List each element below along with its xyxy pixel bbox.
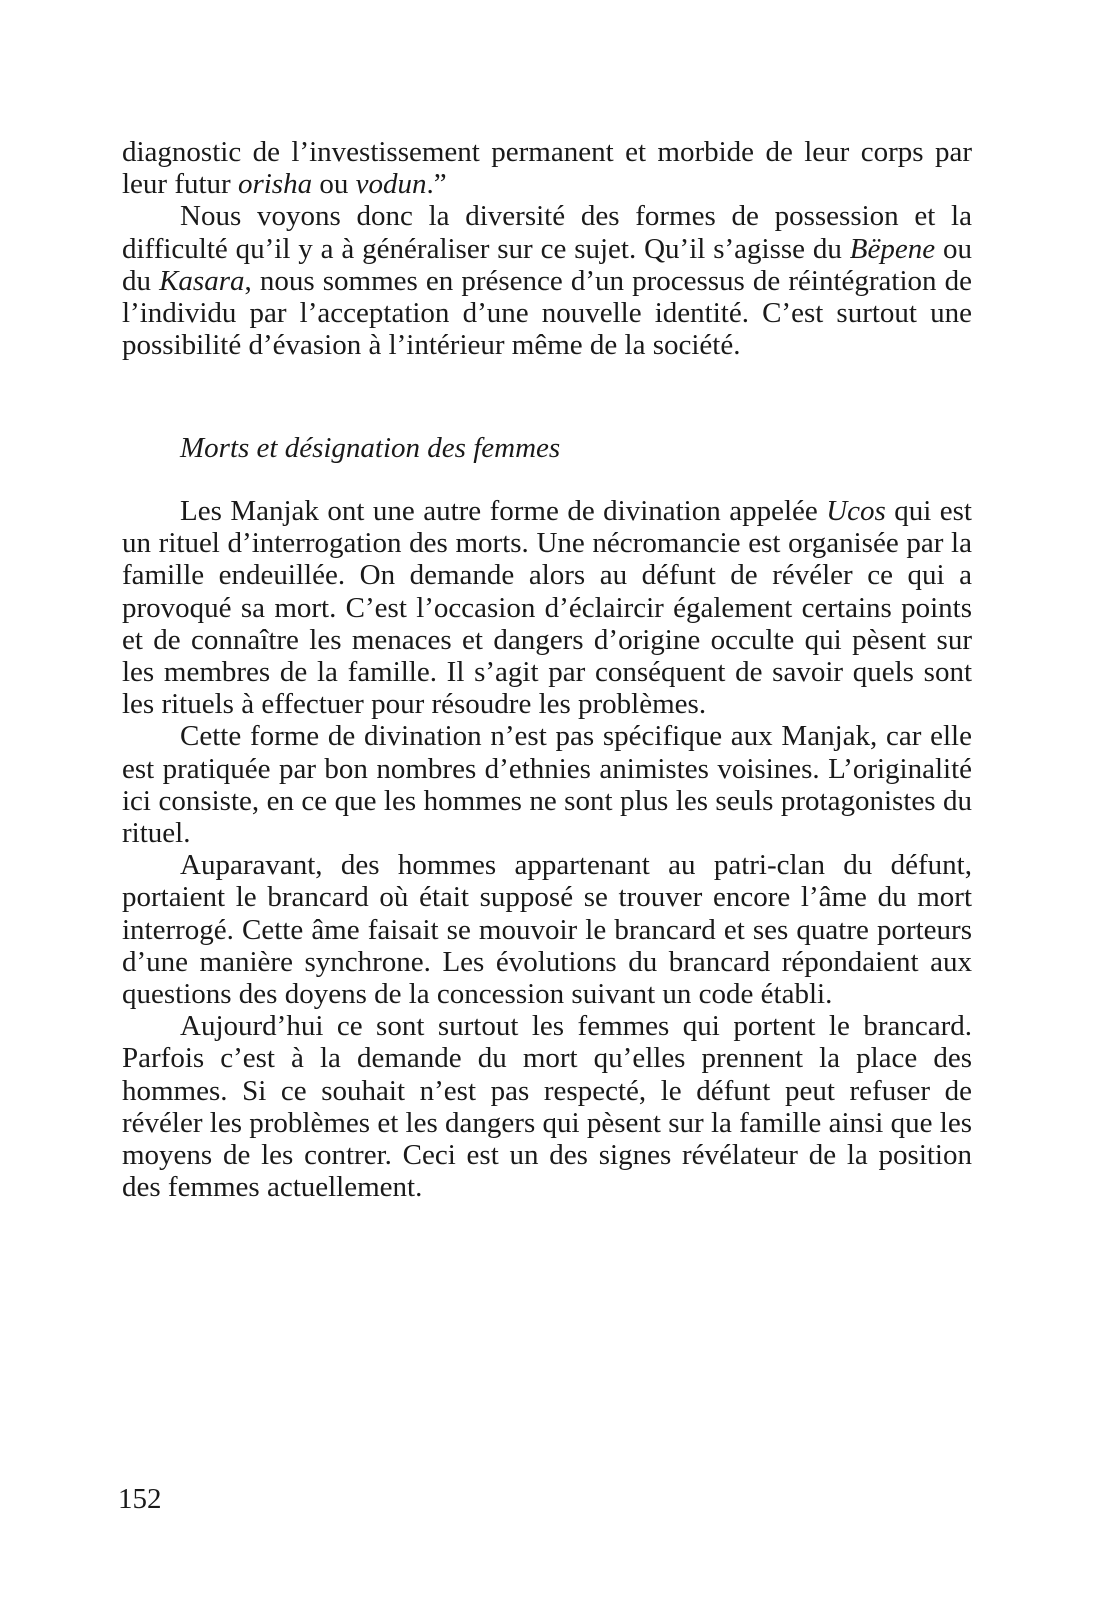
- paragraph-ucos: [122, 495, 972, 720]
- paragraph-text: ou du: [122, 232, 973, 297]
- paragraph-auparavant: Auparavant, des hommes appartenant au patri-clan du défunt, portaient le brancard où était supposé se trouver encore l’âme du mort interrogé. Cette âme faisait se mouvoir le brancard et ses quatre porteurs d’une manière synchrone. Les évolutions du brancard répondaient aux questions des doyens de la concession suivant un code établi.: [122, 849, 972, 1011]
- paragraph-text: diagnostic de l’investissement permanent et morbide de leur corps par leur futur: [122, 136, 972, 201]
- italic-term: Kasara: [159, 264, 245, 297]
- paragraph-text: , nous sommes en présence d’un processus de réintégration de l’individu par l’acceptation d’une nouvelle identité. C’est surtout une possibilité d’évasion à l’intérieur même de la société.: [122, 264, 972, 362]
- italic-term: Ucos: [826, 495, 886, 527]
- italic-term: orisha: [237, 168, 313, 201]
- italic-term: Bëpene: [849, 232, 936, 265]
- opening-text-block: [122, 136, 972, 361]
- paragraph-text: .”: [426, 168, 447, 201]
- page-number: 152: [118, 1483, 162, 1515]
- section-heading: Morts et désignation des femmes: [180, 432, 561, 464]
- paragraph-text: Les Manjak ont une autre forme de divination appelée: [180, 495, 827, 527]
- paragraph-text: ou: [312, 168, 356, 201]
- paragraph-possession: [122, 200, 972, 361]
- paragraph-divination: Cette forme de divination n’est pas spécifique aux Manjak, car elle est pratiquée par bon nombres d’ethnies animistes voisines. L’originalité ici consiste, en ce que les hommes ne sont plus les seuls protagonistes du rituel.: [122, 720, 972, 850]
- section-text-block: [122, 495, 972, 1203]
- paragraph-continuation: [122, 136, 972, 200]
- paragraph-aujourdhui: Aujourd’hui ce sont surtout les femmes qui portent le brancard. Parfois c’est à la demande du mort qu’elles prennent la place des hommes. Si ce souhait n’est pas respecté, le défunt peut refuser de révéler les problèmes et les dangers qui pèsent sur la famille ainsi que les moyens de les contrer. Ceci est un des signes révélateur de la position des femmes actuellement.: [122, 1010, 972, 1204]
- paragraph-text: qui est un rituel d’interrogation des morts. Une nécromancie est organisée par la famille endeuillée. On demande alors au défunt de révéler ce qui a provoqué sa mort. C’est l’occasion d’éclaircir également certains points et de connaître les menaces et dangers d’origine occulte qui pèsent sur les membres de la famille. Il s’agit par conséquent de savoir quels sont les rituels à effectuer pour résoudre les problèmes.: [122, 495, 972, 721]
- paragraph-text: Nous voyons donc la diversité des formes de possession et la difficulté qu’il y a à généraliser sur ce sujet. Qu’il s’agisse du: [122, 200, 972, 265]
- italic-term: vodun: [355, 168, 427, 201]
